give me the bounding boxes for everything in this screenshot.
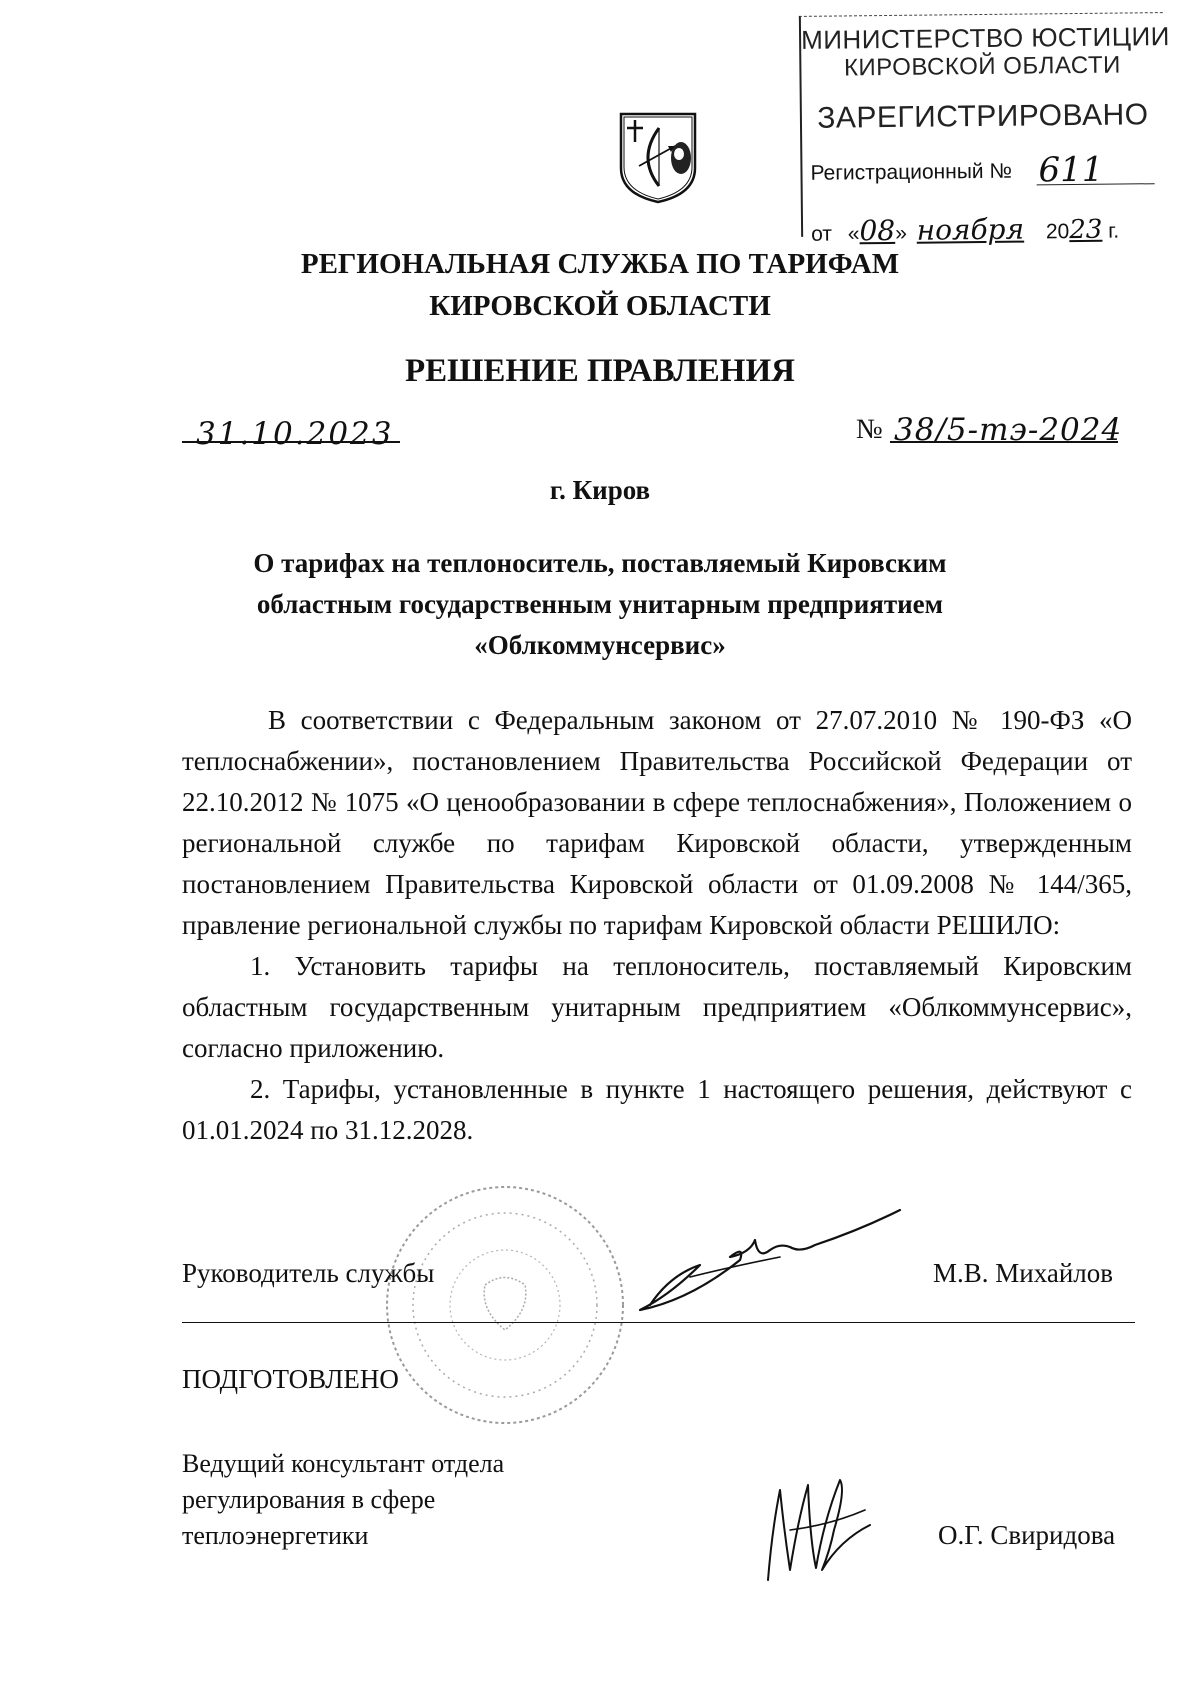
- stamp-region: КИРОВСКОЙ ОБЛАСТИ: [843, 51, 1121, 82]
- head-signature-icon: [630, 1205, 905, 1325]
- consultant-line-3: теплоэнергетики: [182, 1521, 369, 1550]
- stamp-year-suffix: 23: [1069, 214, 1103, 246]
- coat-of-arms-icon: [617, 108, 699, 204]
- decision-date: 31.10.2023: [196, 416, 394, 452]
- number-label: №: [856, 414, 883, 445]
- preamble-paragraph: В соответствии с Федеральным законом от 27.07.2010 № 190-ФЗ «О теплоснабжении», постановлением Правительства Российской Федерации от 22.10.2012 № 1075 «О ценообразовании в сфере теплоснабжения», Положением о региональной службе по тарифам Кировской области, утвержденным постановлением Правительства Кировской области от 01.09.2008 № 144/365, правление региональной службы по тарифам Кировской области РЕШИЛО:: [182, 705, 1132, 940]
- stamp-registered: ЗАРЕГИСТРИРОВАНО: [817, 98, 1149, 135]
- stamp-from-label: от: [811, 222, 833, 246]
- stamp-month: ноября: [916, 212, 1025, 247]
- head-name: М.В. Михайлов: [933, 1258, 1114, 1288]
- decision-item-1: 1. Установить тарифы на теплоноситель, поставляемый Кировским областным государственным унитарным предприятием «Облкоммунсервис», согласно приложению.: [182, 951, 1132, 1063]
- stamp-reg-label: Регистрационный №: [810, 159, 1013, 185]
- subject-line-1: О тарифах на теплоноситель, поставляемый Кировским: [253, 548, 947, 578]
- separator-line: [182, 1322, 1135, 1323]
- stamp-reg-number: 611: [1038, 149, 1104, 191]
- registration-stamp: [799, 12, 1171, 248]
- consultant-title: [182, 1446, 504, 1554]
- consultant-line-2: регулирования в сфере: [182, 1485, 436, 1514]
- stamp-open-quote: «: [847, 222, 860, 246]
- decision-item-2: 2. Тарифы, установленные в пункте 1 настоящего решения, действуют с 01.01.2024 по 31.12.2028.: [182, 1074, 1132, 1145]
- date-underline: [182, 441, 400, 443]
- stamp-year-abbr: г.: [1108, 219, 1120, 243]
- subject-line-3: «Облкоммунсервис»: [474, 630, 726, 660]
- stamp-year-prefix: 20: [1045, 220, 1070, 244]
- city: г. Киров: [549, 475, 651, 505]
- stamp-day: 08: [859, 213, 896, 248]
- prepared-label: ПОДГОТОВЛЕНО: [182, 1364, 399, 1394]
- official-seal-icon: [380, 1180, 630, 1430]
- organization-name: [0, 243, 1200, 327]
- consultant-name: О.Г. Свиридова: [938, 1520, 1116, 1550]
- stamp-close-quote: »: [895, 221, 907, 245]
- consultant-signature-icon: [750, 1470, 880, 1590]
- subject-heading: [0, 543, 1200, 666]
- document-title: РЕШЕНИЕ ПРАВЛЕНИЯ: [405, 353, 795, 389]
- head-title: Руководитель службы: [182, 1258, 435, 1288]
- org-line-1: РЕГИОНАЛЬНАЯ СЛУЖБА ПО ТАРИФАМ: [300, 248, 900, 280]
- number-underline: [890, 441, 1118, 443]
- stamp-ministry: МИНИСТЕРСТВО ЮСТИЦИИ: [800, 21, 1171, 55]
- decision-body: [182, 700, 1132, 1151]
- consultant-line-1: Ведущий консультант отдела: [182, 1449, 505, 1478]
- subject-line-2: областным государственным унитарным предприятием: [256, 589, 944, 619]
- decision-number: 38/5-тэ-2024: [894, 412, 1123, 448]
- org-line-2: КИРОВСКОЙ ОБЛАСТИ: [429, 290, 771, 322]
